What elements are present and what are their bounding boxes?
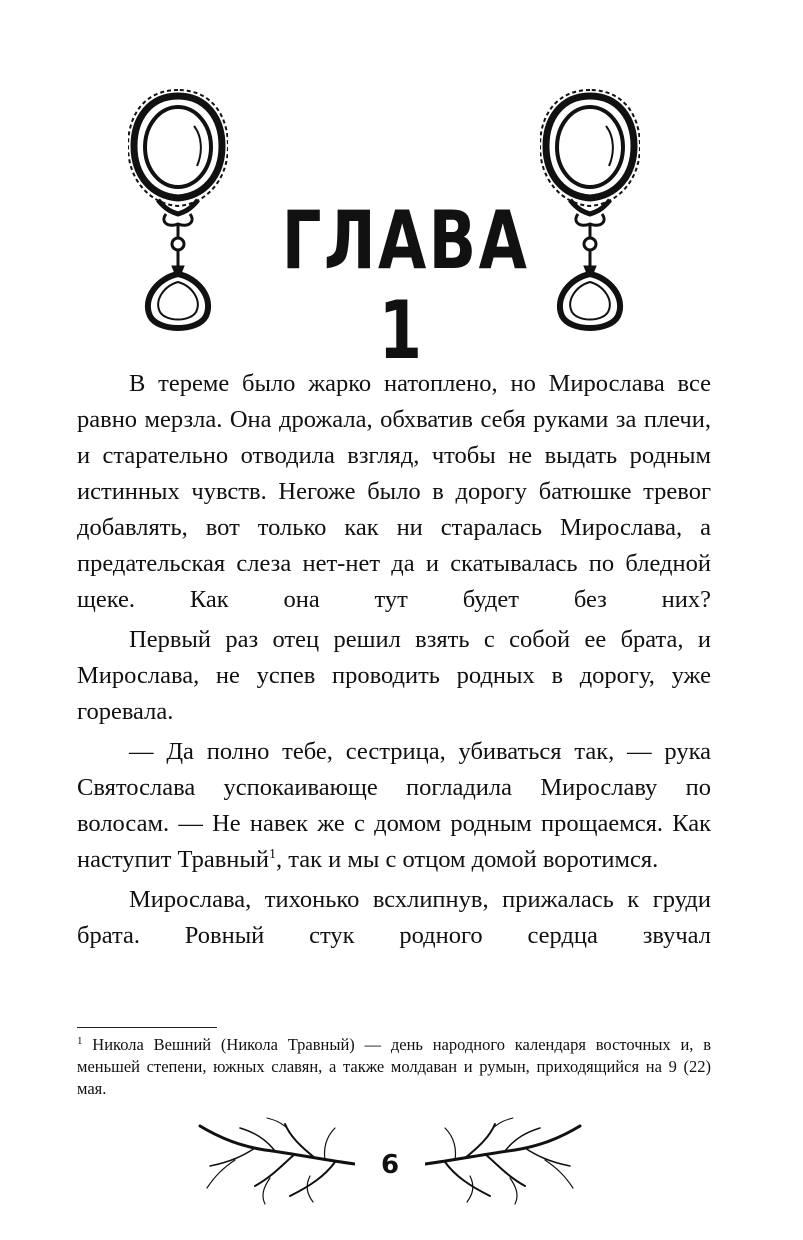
footnote-text: Никола Вешний (Никола Травный) — день народного календаря восточных и, в меньшей степени, южных славян, а также молдаван и румын, приходящийся на 9 (22) мая. — [77, 1035, 711, 1098]
paragraph: Мирослава, тихонько всхлипнув, прижалась к груди брата. Ровный стук родного сердца звучал — [77, 886, 711, 949]
paragraph — [77, 734, 711, 878]
paragraph-text: — Да полно тебе, сестрица, убиваться так, — рука Святослава успокаивающе погладила Мирославу по волосам. — Не навек же с домом родным прощаемся. Как наступит Травный — [77, 738, 711, 873]
footnote-reference[interactable]: 1 — [268, 847, 276, 862]
ornate-mirror-icon — [540, 88, 640, 338]
paragraph: В тереме было жарко натоплено, но Мирослава все равно мерзла. Она дрожала, обхватив себя руками за плечи, и старательно отводила взгляд, чтобы не выдать родным истинных чувств. Негоже было в дорогу батюшке тревог добавлять, вот только как ни старалась Мирослава, а предательская слеза нет-нет да и скатывалась по бледной щеке. Как она тут будет без них? — [77, 370, 711, 613]
chapter-body — [77, 366, 711, 958]
page-number: 6 — [380, 1150, 400, 1180]
chapter-title: ГЛАВА 1 — [281, 194, 530, 377]
paragraph: Первый раз отец решил взять с собой ее брата, и Мирослава, не успев проводить родных в дорогу, уже горевала. — [77, 626, 711, 725]
footnote-divider — [77, 1027, 217, 1028]
bare-branch-icon — [425, 1116, 585, 1206]
bare-branch-icon — [195, 1116, 355, 1206]
paragraph-text: , так и мы с отцом домой воротимся. — [275, 846, 659, 873]
footnote-marker: 1 — [77, 1035, 83, 1047]
footnote — [77, 1034, 711, 1100]
ornate-mirror-icon — [128, 88, 228, 338]
